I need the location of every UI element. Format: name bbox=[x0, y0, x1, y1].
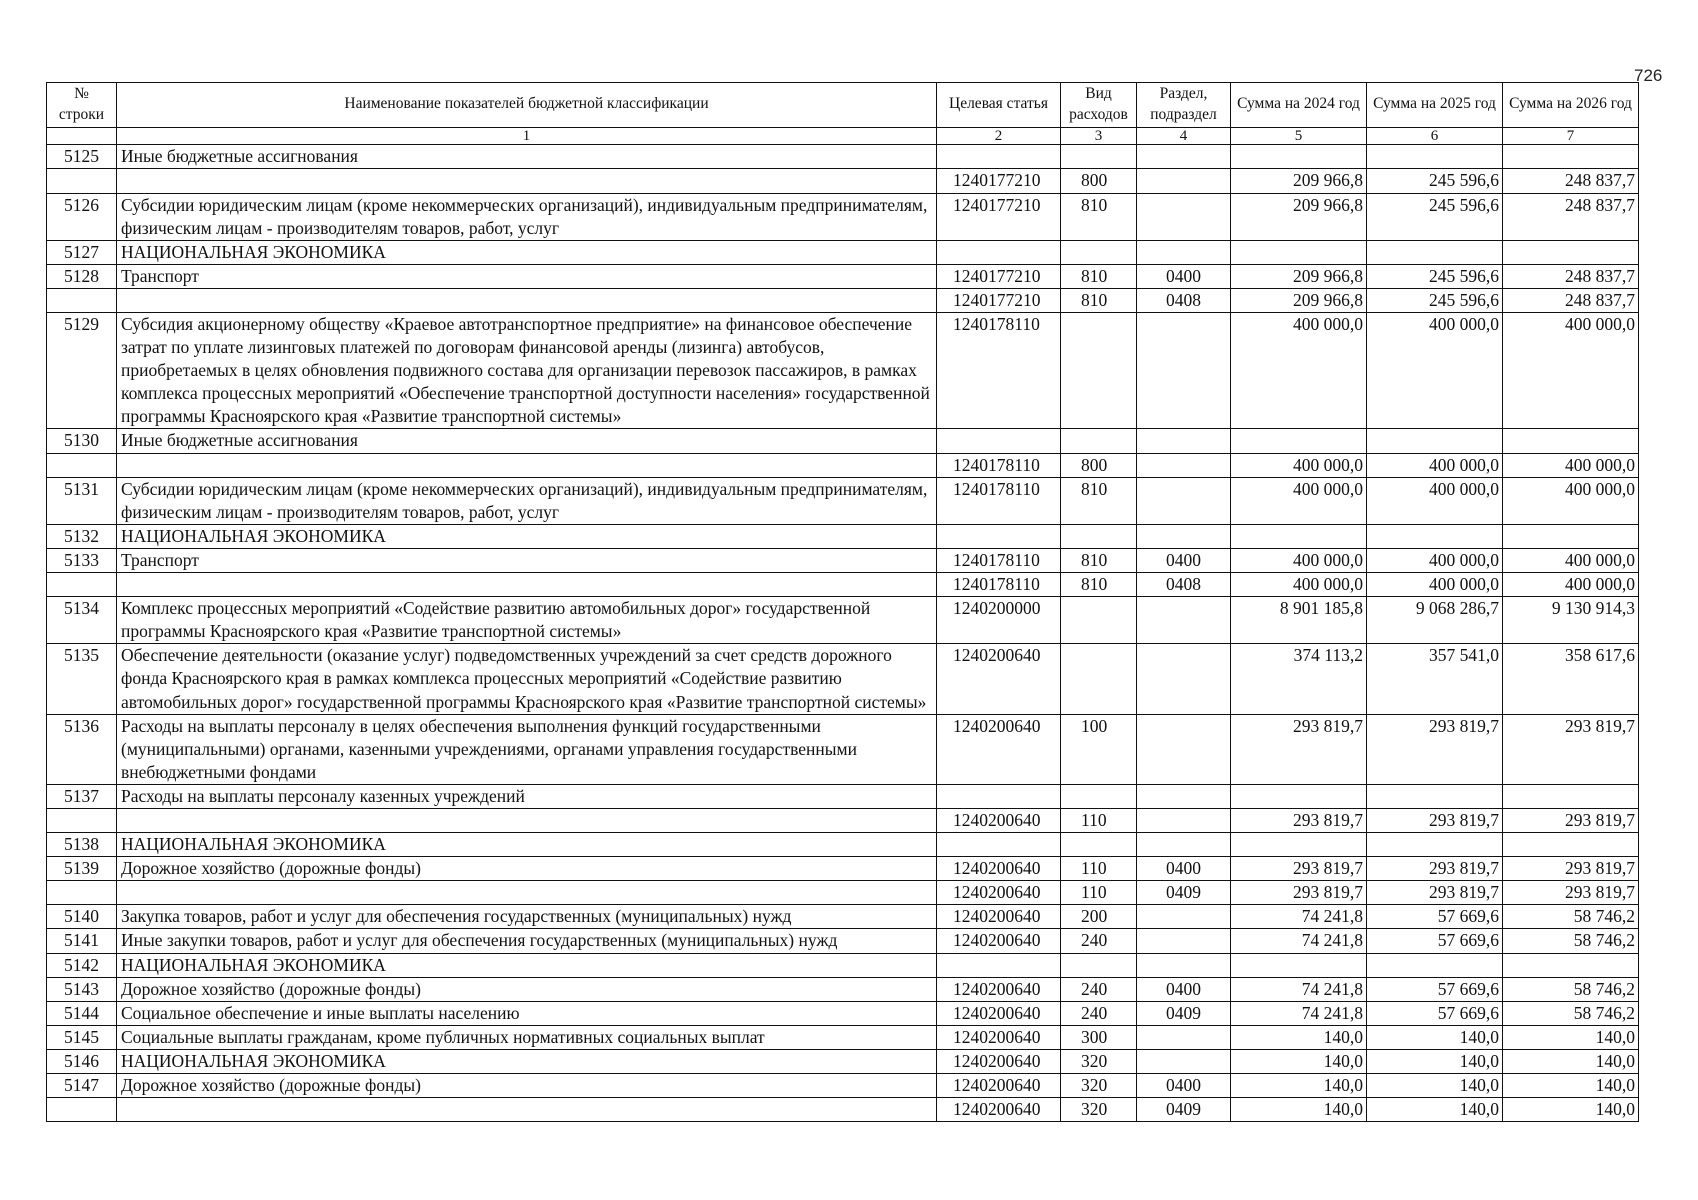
row-name-cell: Дорожное хозяйство (дорожные фонды) bbox=[117, 857, 937, 881]
row-name-cell bbox=[117, 453, 937, 477]
sum-2024-cell: 140,0 bbox=[1231, 1049, 1367, 1073]
table-row bbox=[47, 808, 1639, 832]
table-body bbox=[47, 145, 1639, 1122]
row-number-cell: 5135 bbox=[47, 644, 117, 714]
row-name-cell bbox=[117, 288, 937, 312]
row-number-cell: 5134 bbox=[47, 597, 117, 644]
table-row bbox=[47, 548, 1639, 572]
row-number-cell: 5133 bbox=[47, 548, 117, 572]
row-number-cell bbox=[47, 288, 117, 312]
sum-2026-cell: 248 837,7 bbox=[1503, 193, 1639, 240]
sum-2025-cell: 57 669,6 bbox=[1367, 977, 1503, 1001]
target-article-cell: 1240177210 bbox=[937, 193, 1061, 240]
section-cell bbox=[1137, 1025, 1231, 1049]
sum-2024-cell: 74 241,8 bbox=[1231, 977, 1367, 1001]
sum-2024-cell bbox=[1231, 953, 1367, 977]
column-number: 4 bbox=[1137, 127, 1231, 145]
expense-type-cell bbox=[1061, 524, 1137, 548]
sum-2024-cell bbox=[1231, 240, 1367, 264]
row-name-cell: Иные бюджетные ассигнования bbox=[117, 429, 937, 453]
target-article-cell: 1240177210 bbox=[937, 169, 1061, 193]
target-article-cell: 1240178110 bbox=[937, 548, 1061, 572]
section-cell bbox=[1137, 193, 1231, 240]
table-row bbox=[47, 1074, 1639, 1098]
section-cell bbox=[1137, 169, 1231, 193]
table-row bbox=[47, 977, 1639, 1001]
sum-2025-cell bbox=[1367, 240, 1503, 264]
section-cell: 0408 bbox=[1137, 573, 1231, 597]
sum-2025-cell: 140,0 bbox=[1367, 1098, 1503, 1122]
sum-2026-cell: 9 130 914,3 bbox=[1503, 597, 1639, 644]
expense-type-cell bbox=[1061, 313, 1137, 429]
sum-2026-cell bbox=[1503, 240, 1639, 264]
row-number-cell: 5128 bbox=[47, 264, 117, 288]
sum-2026-cell: 58 746,2 bbox=[1503, 1001, 1639, 1025]
target-article-cell bbox=[937, 145, 1061, 169]
row-name-cell: Комплекс процессных мероприятий «Содействие развитию автомобильных дорог» государственной программы Красноярского края «Развитие транспортной системы» bbox=[117, 597, 937, 644]
sum-2024-cell: 293 819,7 bbox=[1231, 881, 1367, 905]
row-number-cell: 5141 bbox=[47, 929, 117, 953]
expense-type-cell bbox=[1061, 953, 1137, 977]
sum-2025-cell: 400 000,0 bbox=[1367, 453, 1503, 477]
row-number-cell bbox=[47, 881, 117, 905]
sum-2026-cell bbox=[1503, 784, 1639, 808]
sum-2026-cell: 400 000,0 bbox=[1503, 548, 1639, 572]
sum-2026-cell: 400 000,0 bbox=[1503, 573, 1639, 597]
column-number: 3 bbox=[1061, 127, 1137, 145]
sum-2025-cell: 140,0 bbox=[1367, 1025, 1503, 1049]
sum-2025-cell: 400 000,0 bbox=[1367, 313, 1503, 429]
sum-2025-cell: 245 596,6 bbox=[1367, 169, 1503, 193]
sum-2026-cell: 248 837,7 bbox=[1503, 169, 1639, 193]
row-number-cell: 5131 bbox=[47, 477, 117, 524]
target-article-cell: 1240200640 bbox=[937, 1001, 1061, 1025]
table-row bbox=[47, 644, 1639, 714]
sum-2024-cell bbox=[1231, 429, 1367, 453]
section-cell: 0400 bbox=[1137, 977, 1231, 1001]
expense-type-cell bbox=[1061, 240, 1137, 264]
table-row bbox=[47, 929, 1639, 953]
row-number-cell: 5126 bbox=[47, 193, 117, 240]
expense-type-cell: 800 bbox=[1061, 453, 1137, 477]
target-article-cell: 1240178110 bbox=[937, 313, 1061, 429]
section-cell bbox=[1137, 240, 1231, 264]
section-cell: 0400 bbox=[1137, 548, 1231, 572]
table-row bbox=[47, 429, 1639, 453]
sum-2026-cell: 400 000,0 bbox=[1503, 313, 1639, 429]
target-article-cell: 1240200640 bbox=[937, 1074, 1061, 1098]
table-row bbox=[47, 1049, 1639, 1073]
expense-type-cell: 110 bbox=[1061, 808, 1137, 832]
row-name-cell: НАЦИОНАЛЬНАЯ ЭКОНОМИКА bbox=[117, 953, 937, 977]
row-name-cell: Субсидии юридическим лицам (кроме некоммерческих организаций), индивидуальным предпринимателям, физическим лицам - производителям товаров, работ, услуг bbox=[117, 193, 937, 240]
sum-2026-cell: 293 819,7 bbox=[1503, 881, 1639, 905]
column-number: 5 bbox=[1231, 127, 1367, 145]
section-cell: 0409 bbox=[1137, 1001, 1231, 1025]
sum-2026-cell: 293 819,7 bbox=[1503, 857, 1639, 881]
target-article-cell: 1240178110 bbox=[937, 477, 1061, 524]
sum-2025-cell: 140,0 bbox=[1367, 1049, 1503, 1073]
target-article-cell: 1240200000 bbox=[937, 597, 1061, 644]
expense-type-cell: 240 bbox=[1061, 977, 1137, 1001]
target-article-cell: 1240177210 bbox=[937, 264, 1061, 288]
table-row bbox=[47, 597, 1639, 644]
sum-2025-cell bbox=[1367, 833, 1503, 857]
target-article-cell: 1240200640 bbox=[937, 977, 1061, 1001]
section-cell bbox=[1137, 714, 1231, 784]
expense-type-cell: 320 bbox=[1061, 1049, 1137, 1073]
sum-2026-cell: 58 746,2 bbox=[1503, 929, 1639, 953]
section-cell: 0409 bbox=[1137, 881, 1231, 905]
section-cell bbox=[1137, 784, 1231, 808]
row-name-cell: Дорожное хозяйство (дорожные фонды) bbox=[117, 1074, 937, 1098]
sum-2025-cell: 245 596,6 bbox=[1367, 193, 1503, 240]
row-name-cell bbox=[117, 881, 937, 905]
sum-2024-cell: 293 819,7 bbox=[1231, 808, 1367, 832]
table-row bbox=[47, 477, 1639, 524]
sum-2026-cell: 248 837,7 bbox=[1503, 288, 1639, 312]
sum-2026-cell: 140,0 bbox=[1503, 1025, 1639, 1049]
target-article-cell bbox=[937, 953, 1061, 977]
section-cell bbox=[1137, 644, 1231, 714]
table-row bbox=[47, 833, 1639, 857]
sum-2025-cell bbox=[1367, 429, 1503, 453]
row-name-cell bbox=[117, 169, 937, 193]
sum-2026-cell bbox=[1503, 953, 1639, 977]
row-number-cell: 5142 bbox=[47, 953, 117, 977]
expense-type-cell: 810 bbox=[1061, 548, 1137, 572]
sum-2024-cell bbox=[1231, 145, 1367, 169]
sum-2025-cell: 293 819,7 bbox=[1367, 808, 1503, 832]
table-row bbox=[47, 573, 1639, 597]
sum-2026-cell bbox=[1503, 145, 1639, 169]
sum-2025-cell: 357 541,0 bbox=[1367, 644, 1503, 714]
row-name-cell bbox=[117, 573, 937, 597]
section-cell: 0400 bbox=[1137, 264, 1231, 288]
target-article-cell: 1240200640 bbox=[937, 644, 1061, 714]
section-cell bbox=[1137, 953, 1231, 977]
row-name-cell: Транспорт bbox=[117, 264, 937, 288]
row-name-cell: Дорожное хозяйство (дорожные фонды) bbox=[117, 977, 937, 1001]
row-number-cell: 5125 bbox=[47, 145, 117, 169]
column-number: 1 bbox=[117, 127, 937, 145]
expense-type-cell: 810 bbox=[1061, 288, 1137, 312]
section-cell: 0408 bbox=[1137, 288, 1231, 312]
sum-2026-cell: 358 617,6 bbox=[1503, 644, 1639, 714]
expense-type-cell: 810 bbox=[1061, 193, 1137, 240]
row-number-cell: 5137 bbox=[47, 784, 117, 808]
row-number-cell: 5146 bbox=[47, 1049, 117, 1073]
row-number-cell: 5136 bbox=[47, 714, 117, 784]
row-number-cell: 5127 bbox=[47, 240, 117, 264]
row-name-cell: НАЦИОНАЛЬНАЯ ЭКОНОМИКА bbox=[117, 833, 937, 857]
column-number-row bbox=[47, 127, 1639, 145]
row-number-cell: 5132 bbox=[47, 524, 117, 548]
sum-2024-cell: 400 000,0 bbox=[1231, 313, 1367, 429]
target-article-cell: 1240200640 bbox=[937, 881, 1061, 905]
section-cell bbox=[1137, 429, 1231, 453]
expense-type-cell bbox=[1061, 597, 1137, 644]
sum-2024-cell: 374 113,2 bbox=[1231, 644, 1367, 714]
sum-2024-cell: 400 000,0 bbox=[1231, 573, 1367, 597]
sum-2025-cell: 140,0 bbox=[1367, 1074, 1503, 1098]
section-cell bbox=[1137, 1049, 1231, 1073]
sum-2025-cell: 9 068 286,7 bbox=[1367, 597, 1503, 644]
sum-2025-cell bbox=[1367, 784, 1503, 808]
column-number: 6 bbox=[1367, 127, 1503, 145]
table-row bbox=[47, 453, 1639, 477]
target-article-cell: 1240200640 bbox=[937, 905, 1061, 929]
sum-2024-cell: 400 000,0 bbox=[1231, 548, 1367, 572]
row-name-cell bbox=[117, 1098, 937, 1122]
row-number-cell bbox=[47, 1098, 117, 1122]
table-row bbox=[47, 1001, 1639, 1025]
section-cell bbox=[1137, 453, 1231, 477]
sum-2026-cell: 140,0 bbox=[1503, 1049, 1639, 1073]
sum-2026-cell: 58 746,2 bbox=[1503, 977, 1639, 1001]
header-row bbox=[47, 83, 1639, 128]
sum-2026-cell: 140,0 bbox=[1503, 1074, 1639, 1098]
expense-type-cell: 110 bbox=[1061, 881, 1137, 905]
row-name-cell: Субсидия акционерному обществу «Краевое автотранспортное предприятие» на финансовое обеспечение затрат по уплате лизинговых платежей по договорам финансовой аренды (лизинга) автобусов, приобретаемых в целях обновления подвижного состава для организации перевозок пассажиров, в рамках комплекса процессных мероприятий «Обеспечение транспортной доступности населения» государственной программы Красноярского края «Развитие транспортной системы» bbox=[117, 313, 937, 429]
section-cell bbox=[1137, 808, 1231, 832]
sum-2025-cell: 293 819,7 bbox=[1367, 714, 1503, 784]
header-sum-2024: Сумма на 2024 год bbox=[1231, 83, 1367, 128]
row-name-cell: Социальное обеспечение и иные выплаты населению bbox=[117, 1001, 937, 1025]
sum-2025-cell: 400 000,0 bbox=[1367, 548, 1503, 572]
table-row bbox=[47, 784, 1639, 808]
sum-2025-cell: 245 596,6 bbox=[1367, 264, 1503, 288]
table-row bbox=[47, 1098, 1639, 1122]
header-sum-2025: Сумма на 2025 год bbox=[1367, 83, 1503, 128]
row-number-cell bbox=[47, 169, 117, 193]
row-name-cell: НАЦИОНАЛЬНАЯ ЭКОНОМИКА bbox=[117, 240, 937, 264]
row-name-cell: Иные закупки товаров, работ и услуг для обеспечения государственных (муниципальных) нужд bbox=[117, 929, 937, 953]
sum-2024-cell: 74 241,8 bbox=[1231, 905, 1367, 929]
target-article-cell bbox=[937, 833, 1061, 857]
header-vid: Вид расходов bbox=[1061, 83, 1137, 128]
sum-2024-cell: 209 966,8 bbox=[1231, 193, 1367, 240]
expense-type-cell bbox=[1061, 644, 1137, 714]
section-cell bbox=[1137, 145, 1231, 169]
sum-2025-cell bbox=[1367, 953, 1503, 977]
sum-2025-cell: 57 669,6 bbox=[1367, 929, 1503, 953]
expense-type-cell: 110 bbox=[1061, 857, 1137, 881]
row-number-cell: 5143 bbox=[47, 977, 117, 1001]
table-row bbox=[47, 1025, 1639, 1049]
table-row bbox=[47, 857, 1639, 881]
table-row bbox=[47, 288, 1639, 312]
row-name-cell: Расходы на выплаты персоналу в целях обеспечения выполнения функций государственными (муниципальными) органами, казенными учреждениями, органами управления государственными внебюджетными фондами bbox=[117, 714, 937, 784]
row-number-cell bbox=[47, 808, 117, 832]
sum-2024-cell: 74 241,8 bbox=[1231, 1001, 1367, 1025]
section-cell bbox=[1137, 597, 1231, 644]
row-number-cell: 5147 bbox=[47, 1074, 117, 1098]
sum-2025-cell bbox=[1367, 145, 1503, 169]
section-cell bbox=[1137, 524, 1231, 548]
target-article-cell: 1240200640 bbox=[937, 1025, 1061, 1049]
target-article-cell bbox=[937, 429, 1061, 453]
table-row bbox=[47, 714, 1639, 784]
table-row bbox=[47, 240, 1639, 264]
row-number-cell: 5138 bbox=[47, 833, 117, 857]
section-cell: 0409 bbox=[1137, 1098, 1231, 1122]
target-article-cell bbox=[937, 240, 1061, 264]
target-article-cell bbox=[937, 784, 1061, 808]
row-name-cell: Расходы на выплаты персоналу казенных учреждений bbox=[117, 784, 937, 808]
row-name-cell: Иные бюджетные ассигнования bbox=[117, 145, 937, 169]
sum-2024-cell: 74 241,8 bbox=[1231, 929, 1367, 953]
table-row bbox=[47, 264, 1639, 288]
page-number: 726 bbox=[1634, 66, 1663, 85]
target-article-cell bbox=[937, 524, 1061, 548]
sum-2024-cell bbox=[1231, 784, 1367, 808]
sum-2024-cell: 8 901 185,8 bbox=[1231, 597, 1367, 644]
header-target: Целевая статья bbox=[937, 83, 1061, 128]
sum-2024-cell: 140,0 bbox=[1231, 1025, 1367, 1049]
row-name-cell: НАЦИОНАЛЬНАЯ ЭКОНОМИКА bbox=[117, 524, 937, 548]
sum-2025-cell: 57 669,6 bbox=[1367, 1001, 1503, 1025]
sum-2024-cell: 140,0 bbox=[1231, 1098, 1367, 1122]
target-article-cell: 1240200640 bbox=[937, 929, 1061, 953]
expense-type-cell: 320 bbox=[1061, 1098, 1137, 1122]
table-row bbox=[47, 169, 1639, 193]
expense-type-cell: 320 bbox=[1061, 1074, 1137, 1098]
table-row bbox=[47, 905, 1639, 929]
target-article-cell: 1240200640 bbox=[937, 857, 1061, 881]
row-name-cell: Транспорт bbox=[117, 548, 937, 572]
header-row-no: № строки bbox=[47, 83, 117, 128]
column-number bbox=[47, 127, 117, 145]
sum-2026-cell bbox=[1503, 524, 1639, 548]
target-article-cell: 1240177210 bbox=[937, 288, 1061, 312]
row-number-cell bbox=[47, 453, 117, 477]
header-razdel: Раздел, подраздел bbox=[1137, 83, 1231, 128]
expense-type-cell: 810 bbox=[1061, 477, 1137, 524]
header-name: Наименование показателей бюджетной классификации bbox=[117, 83, 937, 128]
target-article-cell: 1240200640 bbox=[937, 1049, 1061, 1073]
budget-classification-table bbox=[46, 82, 1639, 1122]
row-name-cell: Социальные выплаты гражданам, кроме публичных нормативных социальных выплат bbox=[117, 1025, 937, 1049]
sum-2026-cell: 58 746,2 bbox=[1503, 905, 1639, 929]
sum-2026-cell: 140,0 bbox=[1503, 1098, 1639, 1122]
sum-2024-cell: 140,0 bbox=[1231, 1074, 1367, 1098]
section-cell bbox=[1137, 929, 1231, 953]
column-number: 2 bbox=[937, 127, 1061, 145]
sum-2026-cell: 248 837,7 bbox=[1503, 264, 1639, 288]
expense-type-cell bbox=[1061, 833, 1137, 857]
sum-2026-cell: 400 000,0 bbox=[1503, 453, 1639, 477]
table-row bbox=[47, 953, 1639, 977]
sum-2026-cell: 400 000,0 bbox=[1503, 477, 1639, 524]
sum-2024-cell: 209 966,8 bbox=[1231, 264, 1367, 288]
expense-type-cell bbox=[1061, 429, 1137, 453]
table-row bbox=[47, 145, 1639, 169]
row-name-cell: НАЦИОНАЛЬНАЯ ЭКОНОМИКА bbox=[117, 1049, 937, 1073]
table-row bbox=[47, 524, 1639, 548]
sum-2025-cell: 400 000,0 bbox=[1367, 573, 1503, 597]
row-number-cell: 5129 bbox=[47, 313, 117, 429]
expense-type-cell: 800 bbox=[1061, 169, 1137, 193]
sum-2025-cell: 293 819,7 bbox=[1367, 857, 1503, 881]
sum-2026-cell bbox=[1503, 833, 1639, 857]
sum-2024-cell: 293 819,7 bbox=[1231, 857, 1367, 881]
sum-2024-cell: 400 000,0 bbox=[1231, 453, 1367, 477]
target-article-cell: 1240200640 bbox=[937, 714, 1061, 784]
row-number-cell: 5139 bbox=[47, 857, 117, 881]
sum-2024-cell: 209 966,8 bbox=[1231, 288, 1367, 312]
expense-type-cell: 810 bbox=[1061, 264, 1137, 288]
expense-type-cell bbox=[1061, 145, 1137, 169]
sum-2024-cell: 293 819,7 bbox=[1231, 714, 1367, 784]
target-article-cell: 1240178110 bbox=[937, 573, 1061, 597]
sum-2026-cell bbox=[1503, 429, 1639, 453]
section-cell bbox=[1137, 905, 1231, 929]
table-row bbox=[47, 193, 1639, 240]
sum-2025-cell bbox=[1367, 524, 1503, 548]
expense-type-cell: 200 bbox=[1061, 905, 1137, 929]
sum-2026-cell: 293 819,7 bbox=[1503, 808, 1639, 832]
sum-2025-cell: 57 669,6 bbox=[1367, 905, 1503, 929]
row-name-cell: Закупка товаров, работ и услуг для обеспечения государственных (муниципальных) нужд bbox=[117, 905, 937, 929]
target-article-cell: 1240178110 bbox=[937, 453, 1061, 477]
sum-2024-cell: 400 000,0 bbox=[1231, 477, 1367, 524]
expense-type-cell: 240 bbox=[1061, 929, 1137, 953]
expense-type-cell: 810 bbox=[1061, 573, 1137, 597]
row-number-cell bbox=[47, 573, 117, 597]
section-cell: 0400 bbox=[1137, 857, 1231, 881]
section-cell bbox=[1137, 313, 1231, 429]
sum-2025-cell: 293 819,7 bbox=[1367, 881, 1503, 905]
sum-2026-cell: 293 819,7 bbox=[1503, 714, 1639, 784]
target-article-cell: 1240200640 bbox=[937, 808, 1061, 832]
table-row bbox=[47, 881, 1639, 905]
row-number-cell: 5145 bbox=[47, 1025, 117, 1049]
row-number-cell: 5140 bbox=[47, 905, 117, 929]
row-name-cell: Обеспечение деятельности (оказание услуг) подведомственных учреждений за счет средств дорожного фонда Красноярского края в рамках комплекса процессных мероприятий «Содействие развитию автомобильных дорог» государственной программы Красноярского края «Развитие транспортной системы» bbox=[117, 644, 937, 714]
expense-type-cell: 100 bbox=[1061, 714, 1137, 784]
expense-type-cell: 300 bbox=[1061, 1025, 1137, 1049]
expense-type-cell: 240 bbox=[1061, 1001, 1137, 1025]
header-sum-2026: Сумма на 2026 год bbox=[1503, 83, 1639, 128]
row-number-cell: 5130 bbox=[47, 429, 117, 453]
row-name-cell: Субсидии юридическим лицам (кроме некоммерческих организаций), индивидуальным предпринимателям, физическим лицам - производителям товаров, работ, услуг bbox=[117, 477, 937, 524]
row-name-cell bbox=[117, 808, 937, 832]
expense-type-cell bbox=[1061, 784, 1137, 808]
sum-2025-cell: 400 000,0 bbox=[1367, 477, 1503, 524]
section-cell: 0400 bbox=[1137, 1074, 1231, 1098]
column-number: 7 bbox=[1503, 127, 1639, 145]
section-cell bbox=[1137, 477, 1231, 524]
target-article-cell: 1240200640 bbox=[937, 1098, 1061, 1122]
sum-2024-cell bbox=[1231, 524, 1367, 548]
sum-2025-cell: 245 596,6 bbox=[1367, 288, 1503, 312]
table-row bbox=[47, 313, 1639, 429]
sum-2024-cell: 209 966,8 bbox=[1231, 169, 1367, 193]
row-number-cell: 5144 bbox=[47, 1001, 117, 1025]
section-cell bbox=[1137, 833, 1231, 857]
sum-2024-cell bbox=[1231, 833, 1367, 857]
